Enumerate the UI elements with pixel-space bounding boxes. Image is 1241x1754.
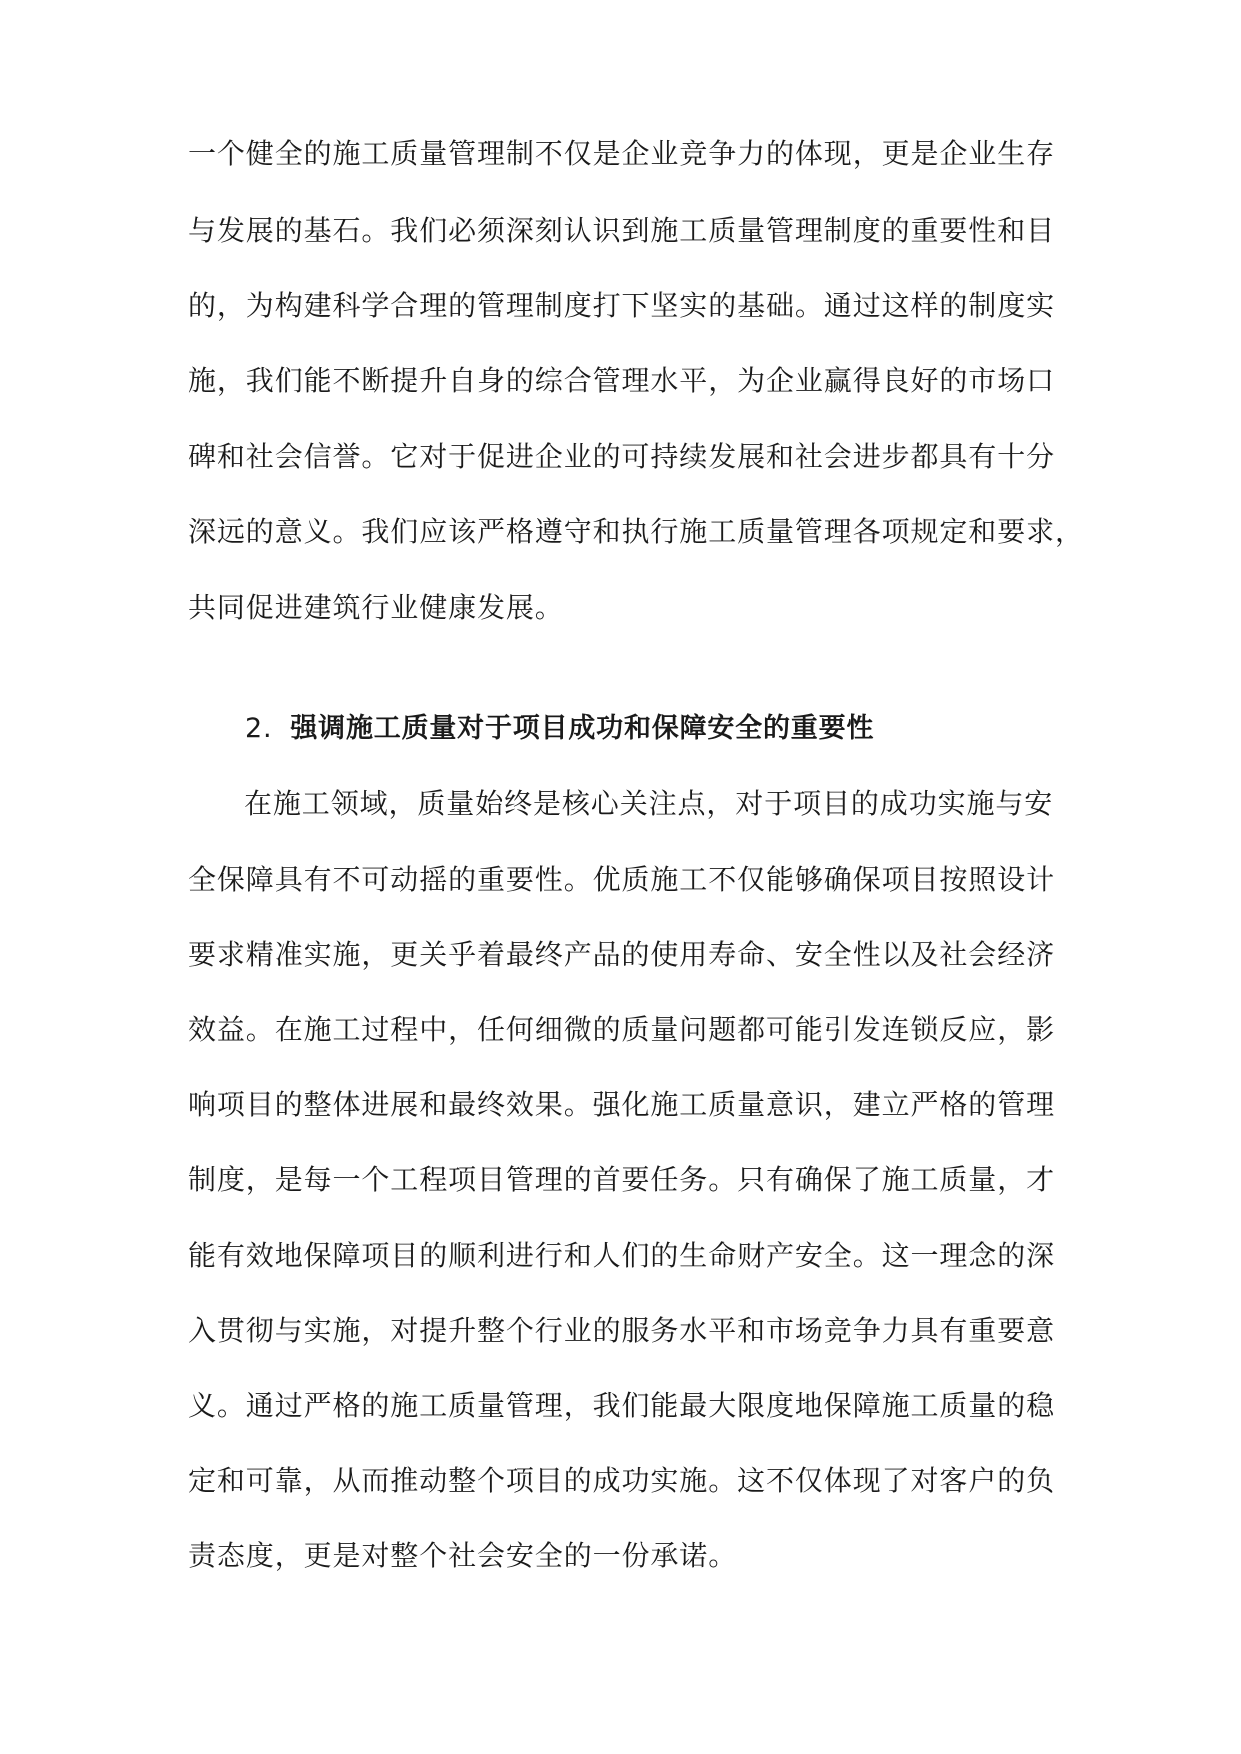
paragraph-line: 义。通过严格的施工质量管理，我们能最大限度地保障施工质量的稳 — [188, 1389, 1056, 1422]
paragraph-line: 共同促进建筑行业健康发展。 — [188, 591, 564, 624]
section-number: 2. — [245, 713, 273, 744]
paragraph-line: 深远的意义。我们应该严格遵守和执行施工质量管理各项规定和要求， — [188, 515, 1084, 548]
paragraph-line: 在施工领域，质量始终是核心关注点，对于项目的成功实施与安 — [244, 787, 1054, 820]
paragraph-line: 碑和社会信誉。它对于促进企业的可持续发展和社会进步都具有十分 — [188, 440, 1056, 473]
paragraph-line: 责态度，更是对整个社会安全的一份承诺。 — [188, 1539, 738, 1572]
paragraph-line: 定和可靠，从而推动整个项目的成功实施。这不仅体现了对客户的负 — [188, 1464, 1056, 1497]
section-title: 强调施工质量对于项目成功和保障安全的重要性 — [290, 713, 875, 744]
paragraph-line: 入贯彻与实施，对提升整个行业的服务水平和市场竞争力具有重要意 — [188, 1314, 1056, 1347]
paragraph-line: 响项目的整体进展和最终效果。强化施工质量意识，建立严格的管理 — [188, 1088, 1056, 1121]
section-heading — [245, 709, 874, 749]
paragraph-line: 制度，是每一个工程项目管理的首要任务。只有确保了施工质量，才 — [188, 1163, 1056, 1196]
paragraph-line: 效益。在施工过程中，任何细微的质量问题都可能引发连锁反应，影 — [188, 1013, 1056, 1046]
paragraph-line: 全保障具有不可动摇的重要性。优质施工不仅能够确保项目按照设计 — [188, 863, 1056, 896]
paragraph-line: 能有效地保障项目的顺利进行和人们的生命财产安全。这一理念的深 — [188, 1239, 1056, 1272]
paragraph-line: 与发展的基石。我们必须深刻认识到施工质量管理制度的重要性和目 — [188, 214, 1056, 247]
paragraph-line: 要求精准实施，更关乎着最终产品的使用寿命、安全性以及社会经济 — [188, 938, 1056, 971]
paragraph-line: 施，我们能不断提升自身的综合管理水平，为企业赢得良好的市场口 — [188, 364, 1056, 397]
paragraph-line: 一个健全的施工质量管理制不仅是企业竞争力的体现，更是企业生存 — [188, 137, 1056, 170]
paragraph-line: 的，为构建科学合理的管理制度打下坚实的基础。通过这样的制度实 — [188, 289, 1056, 322]
